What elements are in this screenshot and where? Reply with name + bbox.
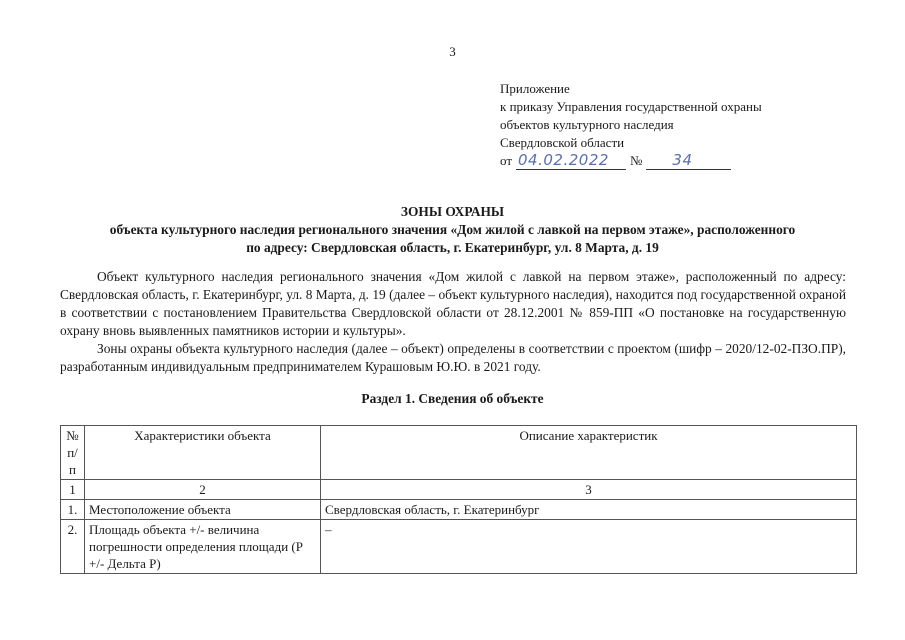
table-cell: 2. xyxy=(61,520,85,574)
table-header-row xyxy=(61,426,857,480)
table-cell: 2 xyxy=(85,480,321,500)
appendix-line: к приказу Управления государственной охраны xyxy=(500,99,762,114)
title-line: по адресу: Свердловская область, г. Екатеринбург, ул. 8 Марта, д. 19 xyxy=(246,240,659,255)
appendix-block xyxy=(500,80,762,170)
title-line: ЗОНЫ ОХРАНЫ xyxy=(400,204,505,219)
table-cell: 3 xyxy=(321,480,857,500)
section-title: Раздел 1. Сведения об объекте xyxy=(361,391,544,406)
table-row xyxy=(61,500,857,520)
table-cell: Свердловская область, г. Екатеринбург xyxy=(321,500,857,520)
table-cell: – xyxy=(321,520,857,574)
number-sign: № xyxy=(630,153,643,168)
paragraph: Зоны охраны объекта культурного наследия (далее – объект) определены в соответствии с проектом (шифр – 2020/12-02-ПЗО.ПР), разработанным индивидуальным предпринимателем Курашовым Ю.Ю. в 2021 году. xyxy=(60,341,846,374)
header-cell: Характеристики объекта xyxy=(85,426,321,480)
date-blank xyxy=(516,153,626,170)
table-cell: Местоположение объекта xyxy=(85,500,321,520)
date-prefix: от xyxy=(500,153,513,168)
page-number: 3 xyxy=(449,44,456,59)
number-blank xyxy=(646,153,731,170)
table-row xyxy=(61,520,857,574)
handwritten-number: 34 xyxy=(672,151,693,169)
paragraph: Объект культурного наследия регионального значения «Дом жилой с лавкой на первом этаже», расположенный по адресу: Свердловская область, г. Екатеринбург, ул. 8 Марта, д. 19 (далее – объект культурного наследия), находится под государственной охраной в соответствии с постановлением Правительства Свердловской области от 28.12.2001 № 859-ПП «О постановке на государственную охрану вновь выявленных памятников истории и культуры». xyxy=(60,269,846,338)
body-text xyxy=(60,268,846,376)
order-date-number-row xyxy=(500,152,762,170)
appendix-line: Приложение xyxy=(500,81,570,96)
object-info-table xyxy=(60,425,857,574)
title-line: объекта культурного наследия регионального значения «Дом жилой с лавкой на первом этаже», расположенного xyxy=(109,222,796,237)
table-cell: Площадь объекта +/- величина погрешности определения площади (Р +/- Дельта Р) xyxy=(85,520,321,574)
header-cell: Описание характеристик xyxy=(321,426,857,480)
header-cell: № п/п xyxy=(61,426,85,480)
table-cell: 1. xyxy=(61,500,85,520)
appendix-line: Свердловской области xyxy=(500,135,625,150)
document-title xyxy=(40,203,865,257)
appendix-line: объектов культурного наследия xyxy=(500,117,674,132)
handwritten-date: 04.02.2022 xyxy=(518,151,609,169)
table-numbering-row xyxy=(61,480,857,500)
table-cell: 1 xyxy=(61,480,85,500)
